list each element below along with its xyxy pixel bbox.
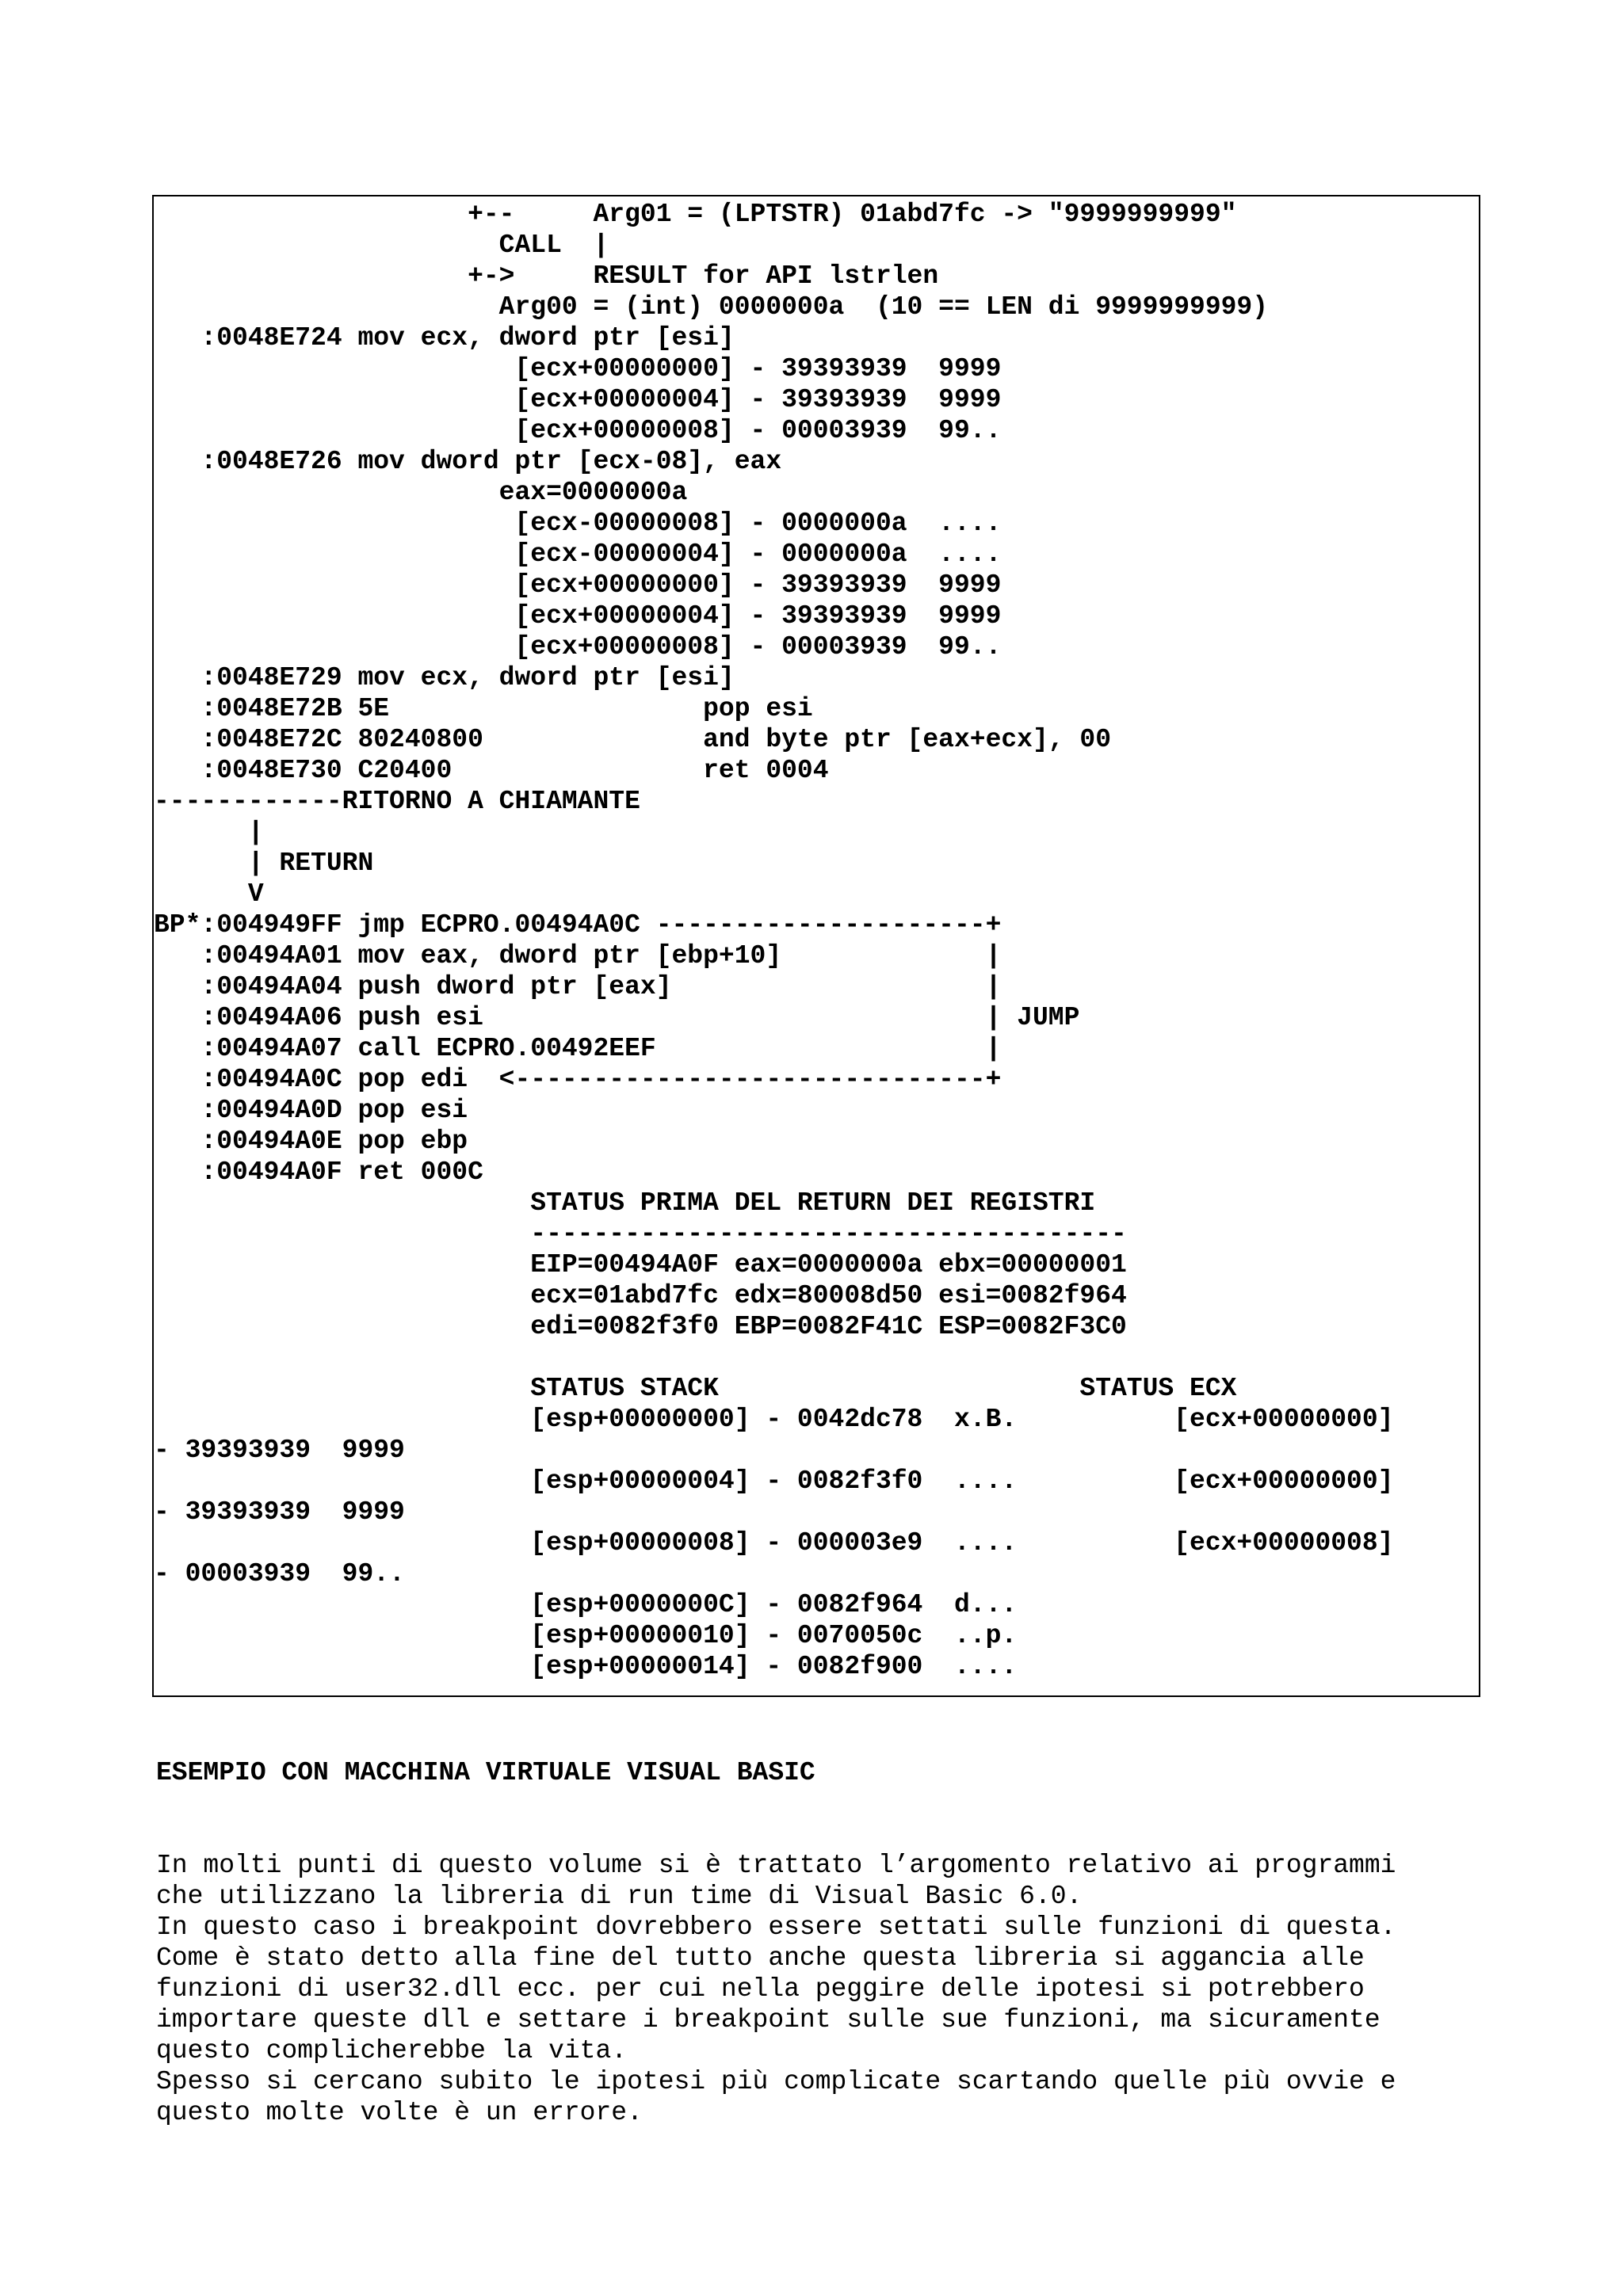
code-line: - 39393939 9999 (154, 1436, 405, 1465)
code-line: edi=0082f3f0 EBP=0082F41C ESP=0082F3C0 (154, 1312, 1127, 1341)
code-line: eax=0000000a (154, 478, 688, 507)
code-line: +-> RESULT for API lstrlen (154, 261, 939, 291)
code-line: :00494A0E pop ebp (154, 1127, 468, 1156)
code-line: ecx=01abd7fc edx=80008d50 esi=0082f964 (154, 1281, 1127, 1310)
code-line: :0048E72C 80240800 and byte ptr [eax+ecx], 00 (154, 725, 1111, 754)
code-line: [esp+0000000C] - 0082f964 d... (154, 1590, 1018, 1619)
code-line: ------------RITORNO A CHIAMANTE (154, 787, 640, 816)
code-line: [ecx+00000008] - 00003939 99.. (154, 416, 1002, 445)
paragraph-line: In molti punti di questo volume si è trattato l’argomento relativo ai programmi (156, 1851, 1396, 1880)
code-line: - 39393939 9999 (154, 1497, 405, 1527)
code-line: [ecx+00000000] - 39393939 9999 (154, 354, 1002, 383)
paragraph-line: funzioni di user32.dll ecc. per cui nella peggire delle ipotesi si potrebbero (156, 1974, 1365, 2004)
code-line: :00494A06 push esi | JUMP (154, 1003, 1080, 1032)
code-line: | (154, 818, 264, 847)
code-line: -------------------------------------- (154, 1219, 1127, 1249)
paragraph-line: Spesso si cercano subito le ipotesi più complicate scartando quelle più ovvie e (156, 2067, 1396, 2096)
code-line: CALL | (154, 231, 609, 260)
code-line: [esp+00000014] - 0082f900 .... (154, 1652, 1018, 1681)
code-line: :00494A0D pop esi (154, 1096, 468, 1125)
code-line: :0048E730 C20400 ret 0004 (154, 756, 829, 785)
code-line: :00494A0C pop edi <------------------------------+ (154, 1065, 1002, 1094)
paragraph-line: questo complicherebbe la vita. (156, 2036, 628, 2065)
code-line: [esp+00000008] - 000003e9 .... [ecx+00000008] (154, 1528, 1394, 1558)
code-line: Arg00 = (int) 0000000a (10 == LEN di 9999999999) (154, 292, 1269, 322)
code-line: [ecx-00000008] - 0000000a .... (154, 509, 1002, 538)
code-line: [ecx+00000004] - 39393939 9999 (154, 385, 1002, 414)
paragraph-line: Come è stato detto alla fine del tutto anche questa libreria si aggancia alle (156, 1943, 1365, 1973)
paragraph-line: che utilizzano la libreria di run time di Visual Basic 6.0. (156, 1882, 1083, 1911)
code-line: - 00003939 99.. (154, 1559, 405, 1589)
code-line: :00494A04 push dword ptr [eax] | (154, 972, 1002, 1001)
paragraph-line: questo molte volte è un errore. (156, 2098, 643, 2127)
code-line: [esp+00000010] - 0070050c ..p. (154, 1621, 1018, 1650)
code-line: [ecx+00000000] - 39393939 9999 (154, 570, 1002, 600)
code-line: [esp+00000000] - 0042dc78 x.B. [ecx+00000000] (154, 1405, 1394, 1434)
code-line: EIP=00494A0F eax=0000000a ebx=00000001 (154, 1250, 1127, 1280)
code-line: STATUS PRIMA DEL RETURN DEI REGISTRI (154, 1188, 1096, 1218)
code-line: [esp+00000004] - 0082f3f0 .... [ecx+00000000] (154, 1466, 1394, 1496)
code-line: [ecx-00000004] - 0000000a .... (154, 540, 1002, 569)
code-line: :0048E729 mov ecx, dword ptr [esi] (154, 663, 735, 692)
code-line: :0048E726 mov dword ptr [ecx-08], eax (154, 447, 782, 476)
paragraph-line: importare queste dll e settare i breakpoint sulle sue funzioni, ma sicuramente (156, 2005, 1381, 2035)
code-line: :0048E724 mov ecx, dword ptr [esi] (154, 323, 735, 353)
code-line: :0048E72B 5E pop esi (154, 694, 813, 723)
code-line: :00494A07 call ECPRO.00492EEF | (154, 1034, 1002, 1063)
section-title: ESEMPIO CON MACCHINA VIRTUALE VISUAL BASIC (156, 1758, 815, 1787)
code-line: V (154, 879, 264, 909)
code-line: :00494A0F ret 000C (154, 1158, 483, 1187)
code-line: [ecx+00000004] - 39393939 9999 (154, 601, 1002, 631)
code-line: :00494A01 mov eax, dword ptr [ebp+10] | (154, 941, 1002, 971)
paragraph-line: In questo caso i breakpoint dovrebbero essere settati sulle funzioni di questa. (156, 1913, 1396, 1942)
code-line: | RETURN (154, 849, 374, 878)
code-line: BP*:004949FF jmp ECPRO.00494A0C ---------------------+ (154, 910, 1002, 940)
code-line: +-- Arg01 = (LPTSTR) 01abd7fc -> "9999999999" (154, 200, 1237, 229)
code-line: STATUS STACK STATUS ECX (154, 1374, 1237, 1403)
code-line: [ecx+00000008] - 00003939 99.. (154, 632, 1002, 662)
code-listing-box (152, 195, 1480, 1697)
